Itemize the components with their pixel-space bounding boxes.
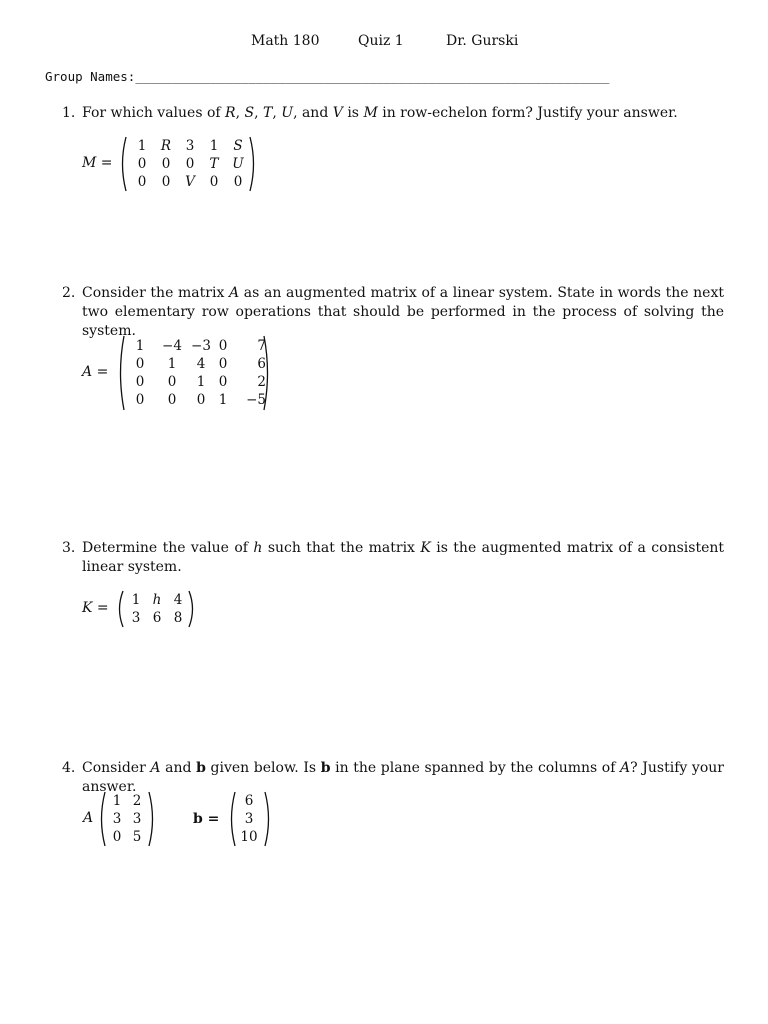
quiz-title: Quiz 1: [358, 33, 404, 49]
matrix-entry: 0: [218, 356, 228, 372]
question-3-number: 3.: [62, 540, 76, 556]
matrix-entry: 3: [131, 610, 141, 626]
group-names-blank: _______________________________________________________________: [135, 69, 610, 84]
question-4-matrix-label: A: [83, 810, 94, 826]
matrix-entry: 1: [137, 138, 147, 154]
matrix-entry: R: [160, 138, 172, 154]
right-paren: [187, 590, 197, 628]
matrix-entry: 3: [185, 138, 195, 154]
matrix-entry: 0: [112, 829, 122, 845]
matrix-row: [124, 373, 266, 391]
matrix-row: [130, 137, 250, 155]
matrix-entry: 0: [185, 156, 195, 172]
question-4: [0, 759, 768, 795]
question-1-number: 1.: [62, 105, 76, 121]
matrix-entry: 0: [135, 374, 145, 390]
matrix-row: [235, 828, 263, 846]
question-1-matrix-label: M =: [82, 155, 113, 171]
matrix-entry: 4: [196, 356, 206, 372]
matrix-entry: 6: [257, 356, 266, 372]
matrix-entry: 10: [240, 829, 258, 845]
matrix-entry: −4: [162, 338, 182, 354]
matrix-entry: 0: [233, 174, 243, 190]
matrix-k-grid: [125, 591, 189, 627]
matrix-entry: 0: [218, 374, 228, 390]
matrix-row: [124, 391, 266, 409]
matrix-entry: 0: [167, 392, 177, 408]
matrix-entry: 0: [137, 156, 147, 172]
question-3: [0, 539, 768, 579]
matrix-entry: 7: [257, 338, 266, 354]
group-names-label: Group Names:: [45, 69, 136, 84]
matrix-m-grid: [130, 137, 250, 191]
matrix-entry: 3: [132, 811, 142, 827]
matrix-a-augmented: [116, 335, 272, 411]
matrix-k: [115, 590, 197, 628]
matrix-entry: S: [233, 138, 243, 154]
question-1-text: For which values of R, S, T, U, and V is M in row-echelon form? Justify your answer.: [82, 105, 678, 121]
vector-b-grid: [235, 792, 263, 846]
course-title: Math 180: [251, 33, 320, 49]
matrix-row: [125, 609, 189, 627]
matrix-entry: 8: [173, 610, 183, 626]
matrix-entry: 1: [209, 138, 219, 154]
matrix-entry: −5: [246, 392, 266, 408]
matrix-entry: 0: [161, 174, 171, 190]
question-4-number: 4.: [62, 760, 76, 776]
matrix-entry: T: [209, 156, 219, 172]
right-paren: [263, 791, 273, 847]
matrix-entry: 0: [137, 174, 147, 190]
matrix-row: [124, 355, 266, 373]
vector-b: [227, 791, 273, 847]
matrix-entry: 1: [135, 338, 145, 354]
matrix-entry: 6: [152, 610, 162, 626]
matrix-entry: 1: [112, 793, 122, 809]
matrix-entry: 0: [135, 356, 145, 372]
matrix-entry: 0: [135, 392, 145, 408]
matrix-row: [107, 828, 147, 846]
left-paren: [97, 791, 107, 847]
matrix-row: [124, 337, 266, 355]
matrix-entry: 0: [167, 374, 177, 390]
matrix-m: [118, 136, 258, 192]
question-3-text: Determine the value of h such that the matrix K is the augmented matrix of a consistent linear system.: [82, 540, 724, 575]
right-paren: [262, 335, 272, 411]
right-paren: [147, 791, 157, 847]
matrix-entry: 3: [244, 811, 254, 827]
group-names-field[interactable]: [45, 69, 609, 84]
matrix-entry: 0: [196, 392, 206, 408]
matrix-entry: 1: [131, 592, 141, 608]
left-paren: [118, 136, 128, 192]
matrix-entry: 5: [132, 829, 142, 845]
question-2-text: Consider the matrix A as an augmented matrix of a linear system. State in words the next two elementary row operations that should be performed in the process of solving the system.: [82, 285, 724, 339]
matrix-entry: 2: [257, 374, 266, 390]
matrix-row: [130, 173, 250, 191]
question-1: [0, 104, 768, 124]
matrix-a-grid: [124, 337, 266, 409]
matrix-entry: 2: [132, 793, 142, 809]
matrix-entry: U: [232, 156, 244, 172]
matrix-entry: 0: [209, 174, 219, 190]
question-2: [0, 284, 768, 339]
matrix-entry: 1: [196, 374, 206, 390]
matrix-entry: −3: [191, 338, 211, 354]
matrix-row: [107, 792, 147, 810]
vector-b-label: b =: [193, 811, 220, 827]
matrix-row: [125, 591, 189, 609]
matrix-a4-grid: [107, 792, 147, 846]
matrix-entry: 6: [244, 793, 254, 809]
matrix-a-columns: [97, 791, 157, 847]
matrix-entry: 0: [218, 338, 228, 354]
left-paren: [115, 590, 125, 628]
matrix-row: [107, 810, 147, 828]
matrix-row: [235, 792, 263, 810]
matrix-entry: 0: [161, 156, 171, 172]
question-4-text: Consider A and b given below. Is b in the plane spanned by the columns of A? Justify your answer.: [82, 760, 724, 795]
matrix-entry: 1: [218, 392, 228, 408]
question-2-number: 2.: [62, 285, 76, 301]
matrix-row: [235, 810, 263, 828]
question-2-matrix-label: A =: [82, 364, 109, 380]
matrix-entry: 4: [173, 592, 183, 608]
right-paren: [248, 136, 258, 192]
matrix-entry: 1: [167, 356, 177, 372]
matrix-row: [130, 155, 250, 173]
matrix-entry: 3: [112, 811, 122, 827]
question-3-matrix-label: K =: [82, 600, 109, 616]
matrix-entry: h: [152, 592, 162, 608]
matrix-entry: V: [185, 174, 195, 190]
instructor-name: Dr. Gurski: [446, 33, 519, 49]
